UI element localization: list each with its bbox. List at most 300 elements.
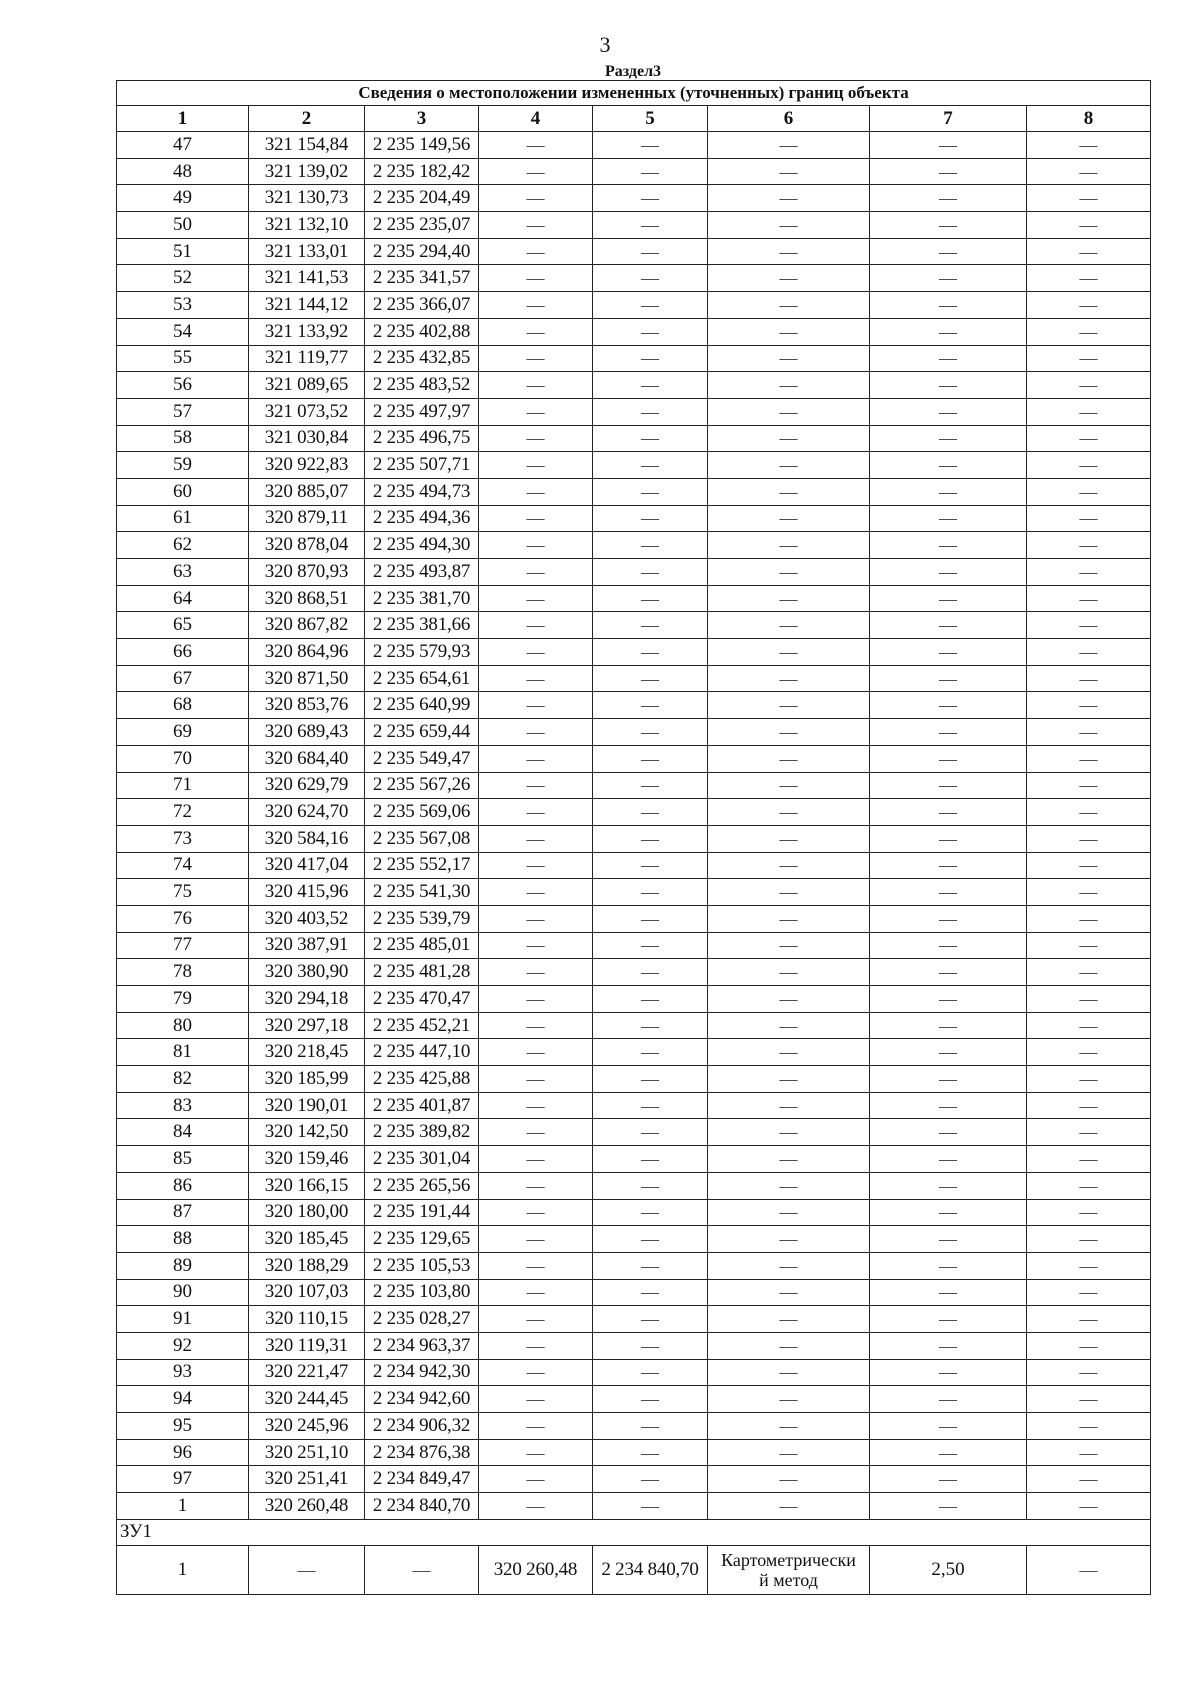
coordinate-x: 321 133,92 (249, 318, 365, 345)
coordinate-x: 320 107,03 (249, 1279, 365, 1306)
table-row (117, 398, 1151, 425)
coordinate-x: 320 380,90 (249, 959, 365, 986)
dash-cell: — (708, 585, 870, 612)
plot-point-row (117, 1545, 1151, 1594)
coordinate-x: 320 387,91 (249, 932, 365, 959)
point-number: 49 (117, 185, 249, 212)
table-row (117, 905, 1151, 932)
dash-cell: — (593, 478, 708, 505)
dash-cell: — (1027, 212, 1151, 239)
dash-cell: — (870, 772, 1027, 799)
dash-cell: — (1027, 1199, 1151, 1226)
dash-cell: — (1027, 1439, 1151, 1466)
coordinate-x: 320 689,43 (249, 719, 365, 746)
dash-cell: — (593, 772, 708, 799)
dash-cell: — (1027, 292, 1151, 319)
plot-label-row (117, 1519, 1151, 1545)
coordinate-y: 2 234 906,32 (365, 1413, 479, 1440)
point-number: 87 (117, 1199, 249, 1226)
column-number: 6 (708, 106, 870, 132)
dash-cell: — (593, 825, 708, 852)
column-number: 4 (479, 106, 593, 132)
dash-cell: — (1027, 185, 1151, 212)
dash-cell: — (708, 318, 870, 345)
dash-cell: — (708, 398, 870, 425)
dash-cell: — (593, 1146, 708, 1173)
table-row (117, 1359, 1151, 1386)
coordinate-x: 320 297,18 (249, 1012, 365, 1039)
coordinate-y: 2 235 659,44 (365, 719, 479, 746)
dash-cell: — (1027, 238, 1151, 265)
coordinate-y: 2 235 552,17 (365, 852, 479, 879)
table-row (117, 1092, 1151, 1119)
dash-cell: — (870, 719, 1027, 746)
coordinate-x: 320 180,00 (249, 1199, 365, 1226)
dash-cell: — (1027, 932, 1151, 959)
dash-cell: — (870, 1252, 1027, 1279)
dash-cell: — (708, 1413, 870, 1440)
dash-cell: — (593, 1279, 708, 1306)
coordinate-x: 321 139,02 (249, 158, 365, 185)
dash-cell: — (593, 452, 708, 479)
column-number: 8 (1027, 106, 1151, 132)
coordinate-y: 2 235 494,30 (365, 532, 479, 559)
dash-cell: — (479, 959, 593, 986)
table-caption: Сведения о местоположении измененных (уточненных) границ объекта (117, 81, 1151, 106)
table-row (117, 265, 1151, 292)
dash-cell: — (479, 292, 593, 319)
coordinate-y: 2 235 191,44 (365, 1199, 479, 1226)
point-number: 78 (117, 959, 249, 986)
coordinate-x: 321 073,52 (249, 398, 365, 425)
dash-cell: — (593, 1386, 708, 1413)
coordinate-y: 2 235 640,99 (365, 692, 479, 719)
point-number: 75 (117, 879, 249, 906)
dash-cell: — (593, 1039, 708, 1066)
point-number: 73 (117, 825, 249, 852)
table-row (117, 719, 1151, 746)
dash-cell: — (708, 1039, 870, 1066)
coordinate-x: 320 260,48 (479, 1545, 593, 1594)
coordinate-y: 2 235 654,61 (365, 665, 479, 692)
table-row (117, 1039, 1151, 1066)
dash-cell: — (593, 1119, 708, 1146)
method-line-1: Картометрически (721, 1549, 856, 1570)
table-row (117, 1332, 1151, 1359)
dash-cell: — (479, 345, 593, 372)
table-row (117, 986, 1151, 1013)
point-number: 58 (117, 425, 249, 452)
dash-cell: — (479, 318, 593, 345)
table-row (117, 185, 1151, 212)
dash-cell: — (1027, 799, 1151, 826)
method-line-2: й метод (759, 1569, 818, 1590)
coordinate-y: 2 235 569,06 (365, 799, 479, 826)
dash-cell: — (1027, 1172, 1151, 1199)
dash-cell: — (479, 799, 593, 826)
dash-cell: — (479, 772, 593, 799)
dash-cell: — (479, 1199, 593, 1226)
dash-cell: — (479, 932, 593, 959)
coordinate-y: 2 234 840,70 (593, 1545, 708, 1594)
point-number: 70 (117, 745, 249, 772)
dash-cell: — (593, 1439, 708, 1466)
dash-cell: — (479, 1466, 593, 1493)
dash-cell: — (479, 1493, 593, 1520)
dash-cell: — (479, 1119, 593, 1146)
dash-cell: — (708, 1226, 870, 1253)
point-number: 54 (117, 318, 249, 345)
coordinate-y: 2 234 840,70 (365, 1493, 479, 1520)
coordinate-x: 320 629,79 (249, 772, 365, 799)
table-row (117, 212, 1151, 239)
dash-cell: — (1027, 372, 1151, 399)
dash-cell: — (479, 132, 593, 159)
dash-cell: — (479, 1359, 593, 1386)
dash-cell: — (593, 398, 708, 425)
dash-cell: — (870, 1226, 1027, 1253)
point-number: 85 (117, 1146, 249, 1173)
dash-cell: — (870, 265, 1027, 292)
coordinate-x: 320 864,96 (249, 639, 365, 666)
dash-cell: — (870, 1279, 1027, 1306)
dash-cell: — (479, 372, 593, 399)
point-number: 89 (117, 1252, 249, 1279)
coordinate-x: 321 133,01 (249, 238, 365, 265)
table-row (117, 1012, 1151, 1039)
coordinate-x: 321 119,77 (249, 345, 365, 372)
table-row (117, 1466, 1151, 1493)
dash-cell: — (1027, 265, 1151, 292)
dash-cell: — (479, 532, 593, 559)
table-row (117, 932, 1151, 959)
point-number: 74 (117, 852, 249, 879)
dash-cell: — (1027, 745, 1151, 772)
dash-cell: — (708, 1332, 870, 1359)
table-row (117, 158, 1151, 185)
coordinate-x: 320 868,51 (249, 585, 365, 612)
coordinate-y: 2 235 507,71 (365, 452, 479, 479)
coordinate-x: 320 260,48 (249, 1493, 365, 1520)
coordinate-y: 2 234 963,37 (365, 1332, 479, 1359)
dash-cell: — (870, 852, 1027, 879)
dash-cell: — (1027, 639, 1151, 666)
dash-cell: — (870, 158, 1027, 185)
dash-cell: — (870, 1306, 1027, 1333)
dash-cell: — (708, 158, 870, 185)
table-row (117, 799, 1151, 826)
dash-cell: — (708, 1279, 870, 1306)
coordinate-y: 2 235 567,08 (365, 825, 479, 852)
coordinate-x: 320 190,01 (249, 1092, 365, 1119)
dash-cell: — (870, 559, 1027, 586)
point-number: 86 (117, 1172, 249, 1199)
table-row (117, 532, 1151, 559)
dash-cell: — (870, 825, 1027, 852)
dash-cell: — (870, 639, 1027, 666)
point-number: 79 (117, 986, 249, 1013)
dash-cell: — (479, 1386, 593, 1413)
table-row (117, 665, 1151, 692)
coordinate-x: 320 251,10 (249, 1439, 365, 1466)
dash-cell: — (708, 879, 870, 906)
dash-cell: — (708, 185, 870, 212)
dash-cell: — (708, 505, 870, 532)
point-number: 50 (117, 212, 249, 239)
dash-cell: — (593, 585, 708, 612)
dash-cell: — (1027, 1493, 1151, 1520)
dash-cell: — (708, 959, 870, 986)
dash-cell: — (593, 1252, 708, 1279)
table-row (117, 318, 1151, 345)
coordinate-x: 321 132,10 (249, 212, 365, 239)
dash-cell: — (365, 1545, 479, 1594)
point-number: 65 (117, 612, 249, 639)
point-number: 68 (117, 692, 249, 719)
coordinate-y: 2 235 481,28 (365, 959, 479, 986)
coordinate-x: 320 879,11 (249, 505, 365, 532)
table-row (117, 1226, 1151, 1253)
coordinate-y: 2 235 497,97 (365, 398, 479, 425)
table-row (117, 745, 1151, 772)
dash-cell: — (479, 265, 593, 292)
dash-cell: — (870, 1493, 1027, 1520)
coordinate-y: 2 235 494,73 (365, 478, 479, 505)
dash-cell: — (708, 799, 870, 826)
dash-cell: — (593, 185, 708, 212)
coordinate-x: 321 154,84 (249, 132, 365, 159)
dash-cell: — (1027, 1066, 1151, 1093)
dash-cell: — (870, 212, 1027, 239)
point-number: 62 (117, 532, 249, 559)
coordinate-x: 321 141,53 (249, 265, 365, 292)
dash-cell: — (708, 905, 870, 932)
dash-cell: — (593, 1012, 708, 1039)
dash-cell: — (708, 425, 870, 452)
point-number: 1 (117, 1493, 249, 1520)
dash-cell: — (479, 852, 593, 879)
coordinate-x: 320 867,82 (249, 612, 365, 639)
table-row (117, 292, 1151, 319)
dash-cell: — (870, 905, 1027, 932)
dash-cell: — (593, 719, 708, 746)
dash-cell: — (870, 665, 1027, 692)
table-row (117, 1493, 1151, 1520)
dash-cell: — (708, 692, 870, 719)
coordinate-y: 2 235 432,85 (365, 345, 479, 372)
dash-cell: — (1027, 478, 1151, 505)
dash-cell: — (708, 1146, 870, 1173)
coordinate-x: 320 870,93 (249, 559, 365, 586)
dash-cell: — (479, 1092, 593, 1119)
dash-cell: — (1027, 345, 1151, 372)
dash-cell: — (870, 345, 1027, 372)
dash-cell: — (708, 986, 870, 1013)
dash-cell: — (1027, 1146, 1151, 1173)
point-number: 55 (117, 345, 249, 372)
boundary-table-container (116, 63, 1150, 1595)
dash-cell: — (593, 132, 708, 159)
column-number: 7 (870, 106, 1027, 132)
dash-cell: — (593, 612, 708, 639)
dash-cell: — (479, 639, 593, 666)
dash-cell: — (870, 1413, 1027, 1440)
coordinate-y: 2 235 301,04 (365, 1146, 479, 1173)
coordinate-x: 320 218,45 (249, 1039, 365, 1066)
point-number: 84 (117, 1119, 249, 1146)
dash-cell: — (593, 905, 708, 932)
dash-cell: — (870, 398, 1027, 425)
dash-cell: — (593, 852, 708, 879)
dash-cell: — (479, 1279, 593, 1306)
dash-cell: — (593, 1066, 708, 1093)
table-row (117, 612, 1151, 639)
method-cell (708, 1545, 870, 1594)
table-row (117, 585, 1151, 612)
dash-cell: — (593, 1332, 708, 1359)
dash-cell: — (479, 559, 593, 586)
coordinate-x: 320 294,18 (249, 986, 365, 1013)
dash-cell: — (593, 692, 708, 719)
point-number: 81 (117, 1039, 249, 1066)
table-row (117, 372, 1151, 399)
coordinate-y: 2 235 265,56 (365, 1172, 479, 1199)
coordinate-x: 320 251,41 (249, 1466, 365, 1493)
dash-cell: — (708, 372, 870, 399)
coordinate-y: 2 235 567,26 (365, 772, 479, 799)
dash-cell: — (870, 1092, 1027, 1119)
dash-cell: — (593, 532, 708, 559)
table-row (117, 639, 1151, 666)
dash-cell: — (1027, 1386, 1151, 1413)
dash-cell: — (479, 505, 593, 532)
coordinate-x: 320 403,52 (249, 905, 365, 932)
dash-cell: — (708, 719, 870, 746)
dash-cell: — (479, 185, 593, 212)
coordinate-y: 2 235 541,30 (365, 879, 479, 906)
point-number: 57 (117, 398, 249, 425)
coordinate-x: 320 119,31 (249, 1332, 365, 1359)
dash-cell: — (1027, 585, 1151, 612)
table-row (117, 772, 1151, 799)
dash-cell: — (708, 452, 870, 479)
dash-cell: — (1027, 158, 1151, 185)
coordinate-y: 2 235 539,79 (365, 905, 479, 932)
coordinate-y: 2 235 294,40 (365, 238, 479, 265)
dash-cell: — (1027, 1279, 1151, 1306)
dash-cell: — (708, 265, 870, 292)
dash-cell: — (1027, 532, 1151, 559)
accuracy-value: 2,50 (870, 1545, 1027, 1594)
table-row (117, 345, 1151, 372)
dash-cell: — (708, 1439, 870, 1466)
coordinate-x: 320 871,50 (249, 665, 365, 692)
table-row (117, 959, 1151, 986)
point-number: 52 (117, 265, 249, 292)
coordinate-y: 2 234 942,60 (365, 1386, 479, 1413)
table-row (117, 1066, 1151, 1093)
coordinate-x: 320 185,99 (249, 1066, 365, 1093)
dash-cell: — (1027, 425, 1151, 452)
coordinate-y: 2 235 366,07 (365, 292, 479, 319)
dash-cell: — (870, 1199, 1027, 1226)
dash-cell: — (479, 585, 593, 612)
dash-cell: — (593, 372, 708, 399)
point-number: 59 (117, 452, 249, 479)
dash-cell: — (870, 1332, 1027, 1359)
dash-cell: — (593, 292, 708, 319)
dash-cell: — (870, 986, 1027, 1013)
dash-cell: — (479, 452, 593, 479)
dash-cell: — (479, 745, 593, 772)
table-row (117, 425, 1151, 452)
dash-cell: — (479, 212, 593, 239)
dash-cell: — (479, 1439, 593, 1466)
dash-cell: — (1027, 1545, 1151, 1594)
dash-cell: — (708, 825, 870, 852)
dash-cell: — (479, 879, 593, 906)
dash-cell: — (593, 799, 708, 826)
point-number: 71 (117, 772, 249, 799)
table-row (117, 452, 1151, 479)
plot-label: ЗУ1 (117, 1519, 1151, 1545)
dash-cell: — (479, 1252, 593, 1279)
dash-cell: — (1027, 959, 1151, 986)
dash-cell: — (870, 478, 1027, 505)
point-number: 47 (117, 132, 249, 159)
coordinate-y: 2 235 447,10 (365, 1039, 479, 1066)
dash-cell: — (593, 959, 708, 986)
dash-cell: — (1027, 692, 1151, 719)
dash-cell: — (870, 1119, 1027, 1146)
dash-cell: — (593, 1092, 708, 1119)
dash-cell: — (1027, 852, 1151, 879)
dash-cell: — (870, 238, 1027, 265)
dash-cell: — (1027, 1039, 1151, 1066)
table-row (117, 879, 1151, 906)
coordinate-y: 2 234 849,47 (365, 1466, 479, 1493)
dash-cell: — (708, 292, 870, 319)
coordinate-y: 2 235 549,47 (365, 745, 479, 772)
point-number: 80 (117, 1012, 249, 1039)
coordinate-x: 320 684,40 (249, 745, 365, 772)
dash-cell: — (708, 665, 870, 692)
point-number: 96 (117, 1439, 249, 1466)
table-row (117, 1413, 1151, 1440)
dash-cell: — (593, 345, 708, 372)
coordinate-y: 2 235 381,70 (365, 585, 479, 612)
dash-cell: — (708, 1252, 870, 1279)
dash-cell: — (1027, 905, 1151, 932)
dash-cell: — (708, 345, 870, 372)
dash-cell: — (593, 986, 708, 1013)
dash-cell: — (708, 772, 870, 799)
dash-cell: — (1027, 1466, 1151, 1493)
dash-cell: — (870, 1359, 1027, 1386)
coordinate-y: 2 234 942,30 (365, 1359, 479, 1386)
coordinate-x: 320 185,45 (249, 1226, 365, 1253)
coordinate-x: 321 089,65 (249, 372, 365, 399)
point-number: 67 (117, 665, 249, 692)
point-number: 48 (117, 158, 249, 185)
point-number: 69 (117, 719, 249, 746)
coordinate-x: 320 245,96 (249, 1413, 365, 1440)
point-number: 63 (117, 559, 249, 586)
dash-cell: — (593, 639, 708, 666)
dash-cell: — (593, 1466, 708, 1493)
point-number: 72 (117, 799, 249, 826)
dash-cell: — (479, 1066, 593, 1093)
